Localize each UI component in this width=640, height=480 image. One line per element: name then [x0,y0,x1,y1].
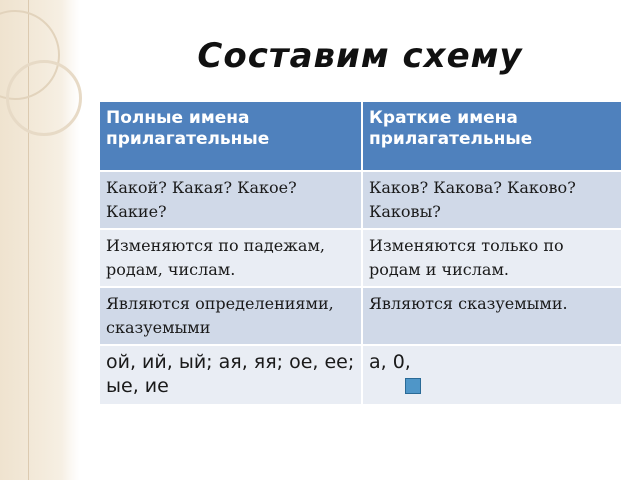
decorative-ring [6,60,82,136]
table-cell: Изменяются только по родам и числам. [362,229,622,287]
table-row [100,345,622,405]
slide-title: Составим схему [197,36,523,76]
table-row [100,171,622,229]
endings-text: а, 0, [369,351,411,373]
square-marker-icon [405,378,421,394]
table-cell: Каков? Какова? Каково? Каковы? [362,171,622,229]
scheme-table [100,102,623,406]
table-row [100,229,622,287]
table-cell: Изменяются по падежам, родам, числам. [100,229,362,287]
header-full-adjectives: Полные имена прилагательные [100,102,362,171]
table-row [100,287,622,345]
header-short-adjectives: Краткие имена прилагательные [362,102,622,171]
table-cell [362,345,622,405]
table-cell: Являются определениями, сказуемыми [100,287,362,345]
table-cell: Являются сказуемыми. [362,287,622,345]
table-cell: ой, ий, ый; ая, яя; ое, ее; ые, ие [100,345,362,405]
table-header-row [100,102,622,171]
table-cell: Какой? Какая? Какое? Какие? [100,171,362,229]
